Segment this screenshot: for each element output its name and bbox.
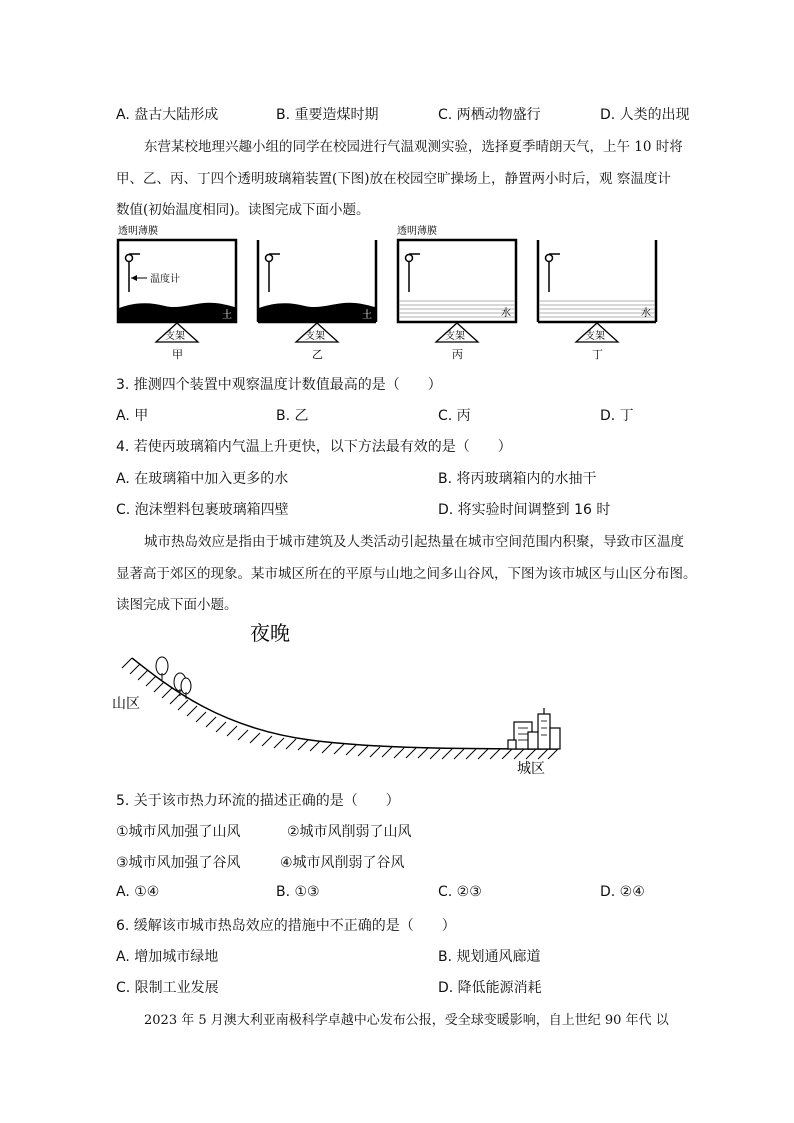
q4-option-c[interactable]: C. 泡沫塑料包裹玻璃箱四壁 — [116, 502, 289, 518]
q5-statement-1: ①城市风加强了山风 — [116, 824, 241, 840]
material-label-bing: 水 — [501, 308, 511, 319]
box-name-yi: 乙 — [312, 348, 323, 361]
city-label: 城区 — [517, 761, 545, 777]
passage1-line-1: 东营某校地理兴趣小组的同学在校园进行气温观测实验，选择夏季晴朗天气，上午 10 时将 — [144, 139, 683, 155]
stand-label-4: 支架 — [585, 331, 605, 342]
q3-stem: 3. 推测四个装置中观察温度计数值最高的是（ ） — [116, 377, 442, 393]
q2-option-c[interactable]: C. 两栖动物盛行 — [438, 107, 541, 123]
mountain-label: 山区 — [112, 696, 140, 712]
stand-label-1: 支架 — [165, 331, 185, 342]
q5-option-b[interactable]: B. ①③ — [276, 884, 320, 900]
box-name-jia: 甲 — [172, 348, 183, 361]
material-label-ding: 水 — [641, 308, 651, 319]
thermometer-label: 温度计 — [150, 274, 180, 285]
q4-option-d[interactable]: D. 将实验时间调整到 16 时 — [438, 502, 611, 518]
q5-statement-4: ④城市风削弱了谷风 — [280, 855, 405, 871]
box-yi — [258, 240, 376, 361]
q6-stem: 6. 缓解该市城市热岛效应的措施中不正确的是（ ） — [116, 918, 456, 934]
q5-stem: 5. 关于该市热力环流的描述正确的是（ ） — [116, 793, 400, 809]
passage2-line-3: 读图完成下面小题。 — [116, 597, 238, 613]
mountain-city-figure — [110, 618, 570, 778]
glass-box-figure — [110, 222, 670, 368]
q6-option-a[interactable]: A. 增加城市绿地 — [116, 949, 219, 965]
city-buildings-icon — [508, 708, 560, 749]
passage1-line-2: 甲、乙、丙、丁四个透明玻璃箱装置(下图)放在校园空旷操场上，静置两小时后，观 察温度计 — [116, 171, 671, 187]
film-label-2: 透明薄膜 — [397, 226, 437, 237]
passage2-line-1: 城市热岛效应是指由于城市建筑及人类活动引起热量在城市空间范围内积聚，导致市区温度 — [144, 534, 684, 550]
figure-title-night: 夜晚 — [250, 621, 290, 645]
passage3-line-1: 2023 年 5 月澳大利亚南极科学卓越中心发布公报，受全球变暖影响，自上世纪 90 年代 以 — [144, 1013, 669, 1028]
box-ding — [538, 240, 656, 361]
q6-option-c[interactable]: C. 限制工业发展 — [116, 980, 219, 996]
q5-option-c[interactable]: C. ②③ — [438, 884, 482, 900]
q6-option-d[interactable]: D. 降低能源消耗 — [438, 980, 542, 996]
q5-statement-3: ③城市风加强了谷风 — [116, 855, 241, 871]
q6-option-b[interactable]: B. 规划通风廊道 — [438, 949, 541, 965]
tree-icon — [156, 657, 191, 699]
box-bing — [397, 224, 516, 361]
q2-option-d[interactable]: D. 人类的出现 — [600, 107, 690, 123]
q5-statement-2: ②城市风削弱了山风 — [287, 824, 412, 840]
q3-option-a[interactable]: A. 甲 — [116, 408, 149, 424]
q5-option-d[interactable]: D. ②④ — [600, 884, 645, 900]
q5-option-a[interactable]: A. ①④ — [116, 884, 160, 900]
material-label-yi: 土 — [362, 310, 372, 321]
q3-option-c[interactable]: C. 丙 — [438, 408, 471, 424]
passage1-line-3: 数值(初始温度相同)。读图完成下面小题。 — [116, 202, 370, 218]
material-label-jia: 土 — [222, 310, 232, 321]
passage2-line-2: 显著高于郊区的现象。某市城区所在的平原与山地之间多山谷风，下图为该市城区与山区分布图。 — [116, 566, 697, 582]
q2-option-b[interactable]: B. 重要造煤时期 — [276, 107, 379, 123]
q3-option-b[interactable]: B. 乙 — [276, 408, 309, 424]
box-name-ding: 丁 — [592, 348, 603, 361]
stand-label-2: 支架 — [305, 331, 325, 342]
q4-option-a[interactable]: A. 在玻璃箱中加入更多的水 — [116, 471, 289, 487]
box-jia — [118, 224, 236, 361]
q4-stem: 4. 若使丙玻璃箱内气温上升更快，以下方法最有效的是（ ） — [116, 439, 512, 455]
q3-option-d[interactable]: D. 丁 — [600, 408, 634, 424]
box-name-bing: 丙 — [452, 348, 463, 361]
q4-option-b[interactable]: B. 将丙玻璃箱内的水抽干 — [438, 471, 597, 487]
q2-option-a[interactable]: A. 盘古大陆形成 — [116, 107, 219, 123]
film-label-1: 透明薄膜 — [118, 226, 158, 237]
stand-label-3: 支架 — [445, 331, 465, 342]
